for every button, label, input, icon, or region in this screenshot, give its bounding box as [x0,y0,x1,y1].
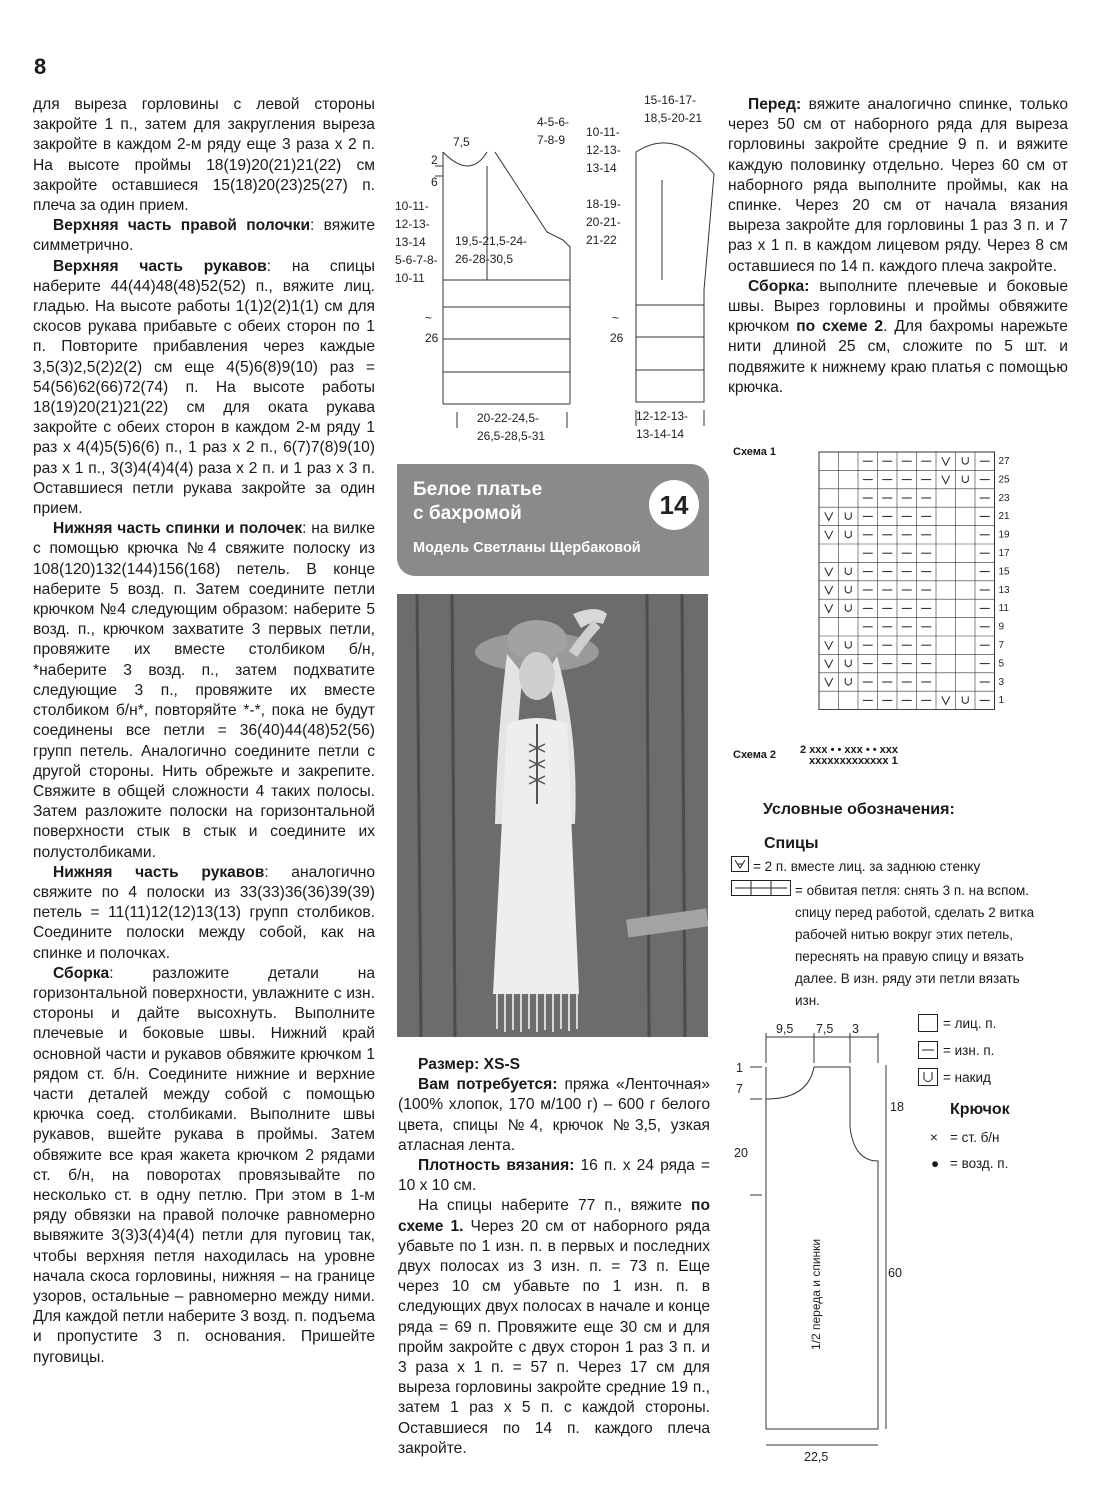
yarn-over-mark [962,696,968,703]
schema2-label: Схема 2 [733,749,777,761]
diag-right-label: 12-12-13- [636,409,689,423]
schema2-row-top: xxx • • xxx • • xxx [809,744,898,756]
pattern-label: 3 [852,1022,859,1036]
paragraph-heading: по схеме 1. [398,1197,710,1235]
pattern-label: 18 [890,1100,904,1114]
diag-right-label: 18-19- [586,197,621,211]
legend-chain: = возд. п. [950,1156,1009,1171]
yarn-over-symbol-icon [918,1068,938,1086]
legend-spokes-title: Спицы [764,835,819,852]
paragraph-text: : разложите детали на горизонтальной поверхности, увлажните с изн. стороны и дайте высохнуть. Выполните плечевые и боковые швы. Нижний край основной части и рукавов обвяжите крючком 1 рядом ст. б/н. Соедините нижние и верхние части деталей между собой с помощью крючка соед. столбиками. Выполните швы рукавов, вшейте рукава в проймы. Затем обвяжите все края жакета крючком 2 рядами ст. б/н, на поворотах провязывайте по несколько ст. в одну петлю. При этом в 1-м ряду обвязки на правой полочке равномерно вывяжите 3(3)3(4)4(4) петли для пуговиц так, чтобы верхняя петля находилась на уровне начала скоса горловины, нижняя – на границе узоров, остальные – равномерно между ними. Для каждой петли наберите 3 возд. п. подъема и пропустите 3 п. основания. Пришейте пуговицы. [33,964,375,1366]
purl-stitch-symbol-icon [918,1041,938,1059]
legend-purl: = изн. п. [943,1043,995,1058]
paragraph-heading: Верхняя часть рукавов [53,257,267,275]
paragraph-text: . Для бахромы нарежьте нити длиной 25 см, сложите по 5 шт. и подвяжите к нижнему краю платья с помощью крючка. [728,318,1068,396]
pattern-label: 20 [734,1146,748,1160]
pattern-label: 7 [736,1082,743,1096]
diag-right-label: 13-14 [586,161,617,175]
yarn-over-mark [845,586,851,593]
paragraph [398,1055,710,1075]
banner-subtitle: Модель Светланы Щербаковой [413,540,641,556]
yarn-over-mark [845,641,851,648]
schema1-row-number: 3 [998,676,1005,688]
diag-left-label: 13-14 [395,235,426,249]
yarn-over-mark [845,512,851,519]
pattern-label: 22,5 [804,1450,829,1464]
article-banner [397,464,709,576]
legend-hook-title: Крючок [950,1101,1010,1118]
diag-right-label: ~ [612,311,620,325]
legend-title: Условные обозначения: [763,801,955,818]
diag-left-label: 12-13- [395,217,430,231]
paragraph-heading: Верхняя часть правой полочки [53,217,311,235]
paragraph [398,1156,710,1196]
paragraph [33,863,375,964]
legend-item-k2tog: = 2 п. вместе лиц. за заднюю стенку [753,859,981,874]
yarn-over-mark [962,476,968,483]
schema1-row-number: 27 [998,456,1010,467]
diag-right-label: 15-16-17- [644,93,697,107]
chain-symbol-icon: ● [931,1156,940,1171]
paragraph [33,95,375,216]
schema2-row-number: 1 [891,755,898,767]
sc-symbol-icon: × [930,1130,938,1145]
k2tog-mark [825,660,833,668]
yarn-over-mark [845,568,851,575]
diag-left-label: 10-11 [395,271,425,285]
k2tog-mark [825,586,833,594]
diag-left-label: 5-6-7-8- [395,253,438,267]
paragraph-heading: Сборка [53,964,110,982]
diag-left-label: 20-22-24,5- [477,411,540,425]
paragraph [33,216,375,256]
model-photo [397,594,708,1037]
paragraph [398,1196,710,1459]
yarn-over-mark [845,531,851,538]
diag-left-label: 2 [431,153,438,167]
article-number-badge: 14 [649,480,699,530]
pattern-label: 1 [736,1061,743,1075]
schema1-chart [815,448,1010,710]
schema1-row-number: 13 [998,584,1010,596]
paragraph [398,1075,710,1156]
wrapped-stitch-symbol-icon [731,880,791,896]
paragraph-text: : вяжите симметрично. [33,217,376,255]
paragraph-text: Через 20 см от наборного ряда убавьте по 1 изн. п. в первых и последних двух полосах из 3 изн. п. = 73 п. Еще через 10 см убавьте по 1 изн. п. в следующих двух полосах в начале и конце ряда = 69 п. Провяжите еще 30 см и для пройм закройте с двух сторон 1 раз 3 п. и 3 раза х 1 п. = 57 п. Через 17 см для выреза горловины закройте средние 19 п., затем 1 раз х 5 п. с каждой стороны. Оставшиеся по 14 п. каждого плеча закройте. [398,1217,711,1457]
paragraph-heading: Размер: XS-S [418,1056,521,1073]
k2tog-mark [825,604,833,612]
k2tog-mark [942,476,950,484]
diag-right-label: 10-11- [586,125,620,139]
paragraph-heading: Нижняя часть спинки и полочек [53,520,303,538]
yarn-over-mark [845,678,851,685]
paragraph-text: : на спицы наберите 44(44)48(48)52(52) п., вяжите лиц. гладью. На высоте работы 1(1)2(2)1(1) см для скосов рукава прибавьте с обеих сторон по 1 п. Повторите прибавления через каждые 3,5(3)2,5(2)2(2) см еще 4(5)6(8)9(10) раз = 54(56)62(66)72(74) п. На высоте работы 18(19)20(21)21(22) см для оката рукава закройте с обеих сторон в каждом 2-м ряду 1 раз х 4(4)5(5)6(6) п., 1 раз х 2 п., 6(7)7(8)9(10) раз х 1 п., 3(3)4(4)4(4) раза х 2 п. и 1 раз х 3 п. Оставшиеся петли рукава закройте за один прием. [33,257,376,518]
diag-right-label: 21-22 [586,233,617,247]
pattern-label: 9,5 [776,1022,794,1036]
schema1-row-number: 9 [998,621,1005,633]
banner-title-line2: с бахромой [413,503,522,524]
paragraph-heading: Нижняя часть рукавов [53,863,265,881]
diagram-body-schematic [395,92,590,452]
k2tog-tbl-symbol-icon [731,856,749,872]
schema1-row-number: 25 [998,474,1010,486]
k2tog-mark [825,512,833,520]
schema1-row-number: 23 [998,492,1010,504]
column-left-text [33,95,375,1368]
diag-left-label: 19,5-21,5-24- [455,234,528,248]
paragraph [728,277,1068,398]
paragraph-text: 16 п. х 24 ряда = 10 х 10 см. [398,1157,710,1195]
diag-left-label: 4-5-6- [537,115,570,129]
schema1-row-number: 19 [998,529,1010,541]
k2tog-mark [825,568,833,576]
banner-title-line1: Белое платье [413,479,543,500]
column-middle-text [398,1055,710,1459]
legend-knit: = лиц. п. [943,1016,997,1031]
page-number: 8 [34,54,47,79]
paragraph [728,95,1068,277]
schema1-row-number: 11 [998,603,1009,615]
paragraph-text: для выреза горловины с левой стороны закройте 1 п., затем для закругления выреза закройте в каждом 2-м ряду еще 3 раза х 2 п. На высоте проймы 18(19)20(21)21(22) см закройте оставшиеся 15(18)20(23)25(27) п. плеча за один прием. [33,96,375,215]
diagram-sleeve-schematic [586,90,721,452]
diag-left-label: 6 [431,175,438,189]
k2tog-mark [825,678,833,686]
legend-yarn-over: = накид [943,1070,991,1085]
pattern-label: 60 [888,1266,902,1280]
diag-right-label: 26 [610,331,624,345]
k2tog-mark [942,457,950,465]
diag-left-label: 26,5-28,5-31 [477,429,546,443]
pattern-schematic [728,1015,918,1480]
paragraph-text: На спицы наберите 77 п., вяжите [418,1197,692,1215]
diag-left-label: 26-28-30,5 [455,252,514,266]
paragraph [33,257,375,520]
k2tog-mark [942,696,950,704]
schema1-row-number: 17 [998,548,1010,559]
schema2-row-number: 2 [800,744,807,756]
k2tog-mark [825,531,833,539]
paragraph-text: : аналогично свяжите по 4 полоски из 33(33)36(36)39(39) петель = 11(11)12(12)13(13) групп столбиков. Соедините полоски между собой, как на спинке и полочках. [33,863,375,962]
paragraph-text: : на вилке с помощью крючка №4 свяжите полоску из 108(120)132(144)156(168) петель. В конце наберите 5 возд. п. Затем соедините петли крючком №4 следующим образом: наберите 5 возд. п., крючком захватите 3 первых петли, провяжите их вместе столбиком б/н, *наберите 3 возд. п., затем подхватите следующие 3 п., провяжите их вместе столбиком б/н*, повторяйте *-*, пока не будут соединены все петли = 36(40)44(48)52(56) групп петель. Аналогично соедините петли с другой стороны. Нить обрежьте и закрепите. Свяжите в общей сложности 4 таких полосы. Затем разложите полоски на горизонтальной поверхности стык в стык и соедините их полустолбиками. [33,520,375,861]
yarn-over-mark [845,604,851,611]
k2tog-mark [825,641,833,649]
schema2-diagram [800,745,898,767]
diag-left-label: 7,5 [453,135,470,149]
schema2-row-bottom: xxxxxxxxxxxxx [809,755,889,767]
schema1-row-number: 1 [998,695,1005,707]
yarn-over-mark [962,457,968,464]
diag-right-label: 13-14-14 [636,427,685,441]
schema1-row-number: 5 [998,658,1005,670]
yarn-over-mark [845,660,851,667]
diag-left-label: ~ [425,311,433,325]
diag-right-label: 20-21- [586,215,621,229]
diag-right-label: 18,5-20-21 [644,111,703,125]
paragraph [33,964,375,1368]
paragraph [33,519,375,862]
paragraph-heading: Сборка: [748,277,810,295]
legend-sc: = ст. б/н [950,1130,1000,1145]
paragraph-text: вяжите аналогично спинке, только через 50 см от наборного ряда для выреза горловины закройте средние 9 п. и вяжите каждую половинку отдельно. Через 60 см от наборного ряда выполните проймы, как на спинке. Через 20 см от начала вязания выреза закройте для горловины 1 раз 3 п. и 7 раз х 1 п. в каждом лицевом ряду. Через 8 см оставшиеся по 14 п. каждого плеча закройте. [728,96,1068,275]
banner-title [413,478,542,526]
schema1-row-number: 7 [998,640,1005,651]
diag-right-label: 12-13- [586,143,621,157]
diag-left-label: 26 [425,331,439,345]
diag-left-label: 7-8-9 [537,133,566,147]
paragraph-heading: по схеме 2 [796,318,884,336]
pattern-piece-label: 1/2 переда и спинки [809,1238,823,1350]
schema1-row-number: 15 [998,566,1010,578]
paragraph-heading: Перед: [748,96,802,113]
legend-item-wrapped: = обвитая петля: снять 3 п. на вспом. спицу перед работой, сделать 2 витка рабочей нитью вокруг этих петель, переснять на правую спицу и вязать далее. В изн. ряду эти петли вязать изн. [795,883,1035,1008]
diag-left-label: 10-11- [395,199,429,213]
schema1-label: Схема 1 [733,446,777,458]
paragraph-text: выполните плечевые и боковые швы. Вырез горловины и проймы обвяжите крючком [728,277,1068,336]
paragraph-heading: Плотность вязания: [418,1157,575,1175]
paragraph-text: пряжа «Ленточная» (100% хлопок, 170 м/100 г) – 600 г белого цвета, спицы №4, крючок №3,5, узкая атласная лента. [398,1076,710,1154]
column-right-text [728,95,1068,398]
model-photo-illustration [397,594,708,1037]
knit-stitch-symbol-icon [918,1014,938,1032]
pattern-label: 7,5 [816,1022,834,1036]
paragraph-heading: Вам потребуется: [418,1076,558,1094]
schema1-row-number: 21 [998,511,1010,523]
